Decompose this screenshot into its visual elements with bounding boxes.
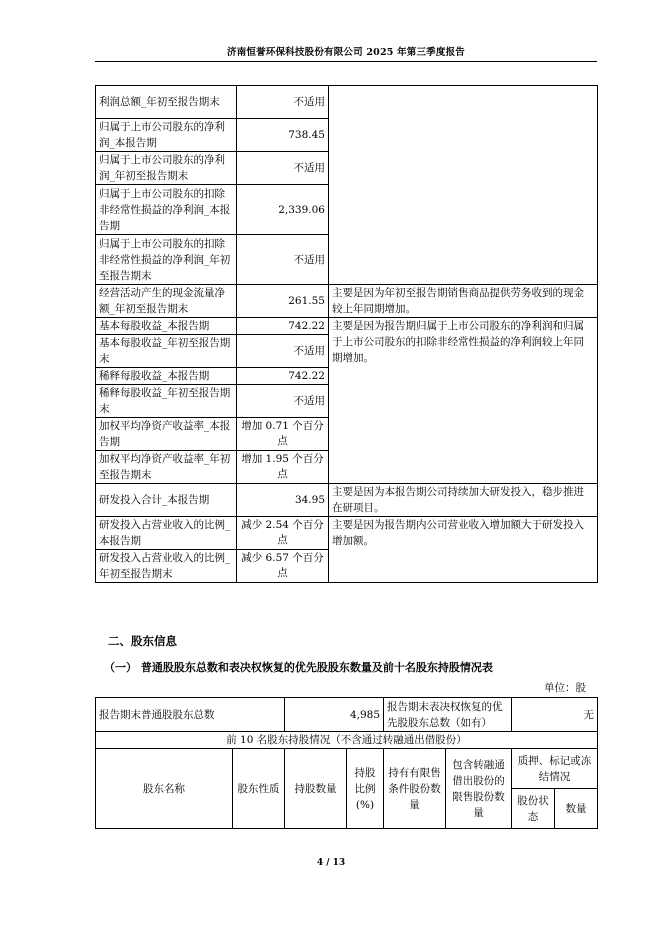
header-share-ratio: 持股比例(%) [347, 749, 384, 829]
table-row [96, 484, 598, 517]
pref-holders-value: 无 [512, 698, 598, 732]
note-cell: 主要是因为年初至报告期销售商品提供劳务收到的现金较上年同期增加。 [329, 285, 598, 318]
table-row [96, 86, 598, 119]
item-cell: 研发投入合计_本报告期 [96, 484, 237, 517]
header-restricted-shares: 持有有限售条件股份数量 [384, 749, 446, 829]
item-cell: 归属于上市公司股东的净利润_年初至报告期末 [96, 152, 237, 185]
item-cell: 经营活动产生的现金流量净额_年初至报告期末 [96, 285, 237, 318]
note-cell: 主要是因为报告期归属于上市公司股东的净利润和归属于上市公司股东的扣除非经常性损益的净利润较上年同期增加。 [329, 318, 598, 484]
item-cell: 基本每股收益_年初至报告期末 [96, 335, 237, 368]
value-cell: 34.95 [237, 484, 329, 517]
table-row [96, 318, 598, 335]
item-cell: 稀释每股收益_年初至报告期末 [96, 385, 237, 418]
header-pledge-amount: 数量 [555, 789, 598, 829]
item-cell: 归属于上市公司股东的扣除非经常性损益的净利润_年初至报告期末 [96, 235, 237, 285]
value-cell: 不适用 [237, 152, 329, 185]
table-header-row [96, 749, 598, 789]
value-cell: 2,339.06 [237, 185, 329, 235]
value-cell: 742.22 [237, 368, 329, 385]
header-shareholder-nature: 股东性质 [233, 749, 285, 829]
item-cell: 归属于上市公司股东的净利润_本报告期 [96, 119, 237, 152]
value-cell: 261.55 [237, 285, 329, 318]
total-holders-label: 报告期末普通股股东总数 [96, 698, 285, 732]
item-cell: 归属于上市公司股东的扣除非经常性损益的净利润_本报告期 [96, 185, 237, 235]
header-share-status: 股份状态 [512, 789, 555, 829]
section-title: 二、股东信息 [108, 634, 177, 648]
item-cell: 加权平均净资产收益率_本报告期 [96, 418, 237, 451]
header-shareholder-name: 股东名称 [96, 749, 233, 829]
value-cell: 增加 0.71 个百分点 [237, 418, 329, 451]
header-rule [95, 61, 597, 62]
page-number: 4 / 13 [316, 858, 346, 868]
item-cell: 研发投入占营业收入的比例_年初至报告期末 [96, 550, 237, 583]
header-pledge-status: 质押、标记或冻结情况 [512, 749, 598, 789]
table-row [96, 698, 598, 732]
header-lent-restricted-shares: 包含转融通借出股份的限售股份数量 [446, 749, 512, 829]
note-cell: 主要是因为报告期内公司营业收入增加额大于研发投入增加额。 [329, 517, 598, 583]
subsection-title: （一） 普通股股东总数和表决权恢复的优先股股东数量及前十名股东持股情况表 [104, 661, 493, 674]
table-row [96, 285, 598, 318]
value-cell: 738.45 [237, 119, 329, 152]
top10-title: 前 10 名股东持股情况（不含通过转融通出借股份） [96, 732, 598, 749]
note-cell: 主要是因为本报告期公司持续加大研发投入，稳步推进在研项目。 [329, 484, 598, 517]
item-cell: 加权平均净资产收益率_年初至报告期末 [96, 451, 237, 484]
pref-holders-label: 报告期末表决权恢复的优先股股东总数（如有） [384, 698, 512, 732]
item-cell: 研发投入占营业收入的比例_本报告期 [96, 517, 237, 550]
table-row [96, 517, 598, 550]
empty-note-cell [329, 86, 598, 285]
report-header-title: 济南恒誉环保科技股份有限公司 2025 年第三季度报告 [227, 47, 465, 58]
value-cell: 减少 6.57 个百分点 [237, 550, 329, 583]
value-cell: 增加 1.95 个百分点 [237, 451, 329, 484]
shareholder-table [95, 697, 598, 829]
table-row [96, 732, 598, 749]
value-cell: 不适用 [237, 335, 329, 368]
value-cell: 不适用 [237, 86, 329, 119]
item-cell: 基本每股收益_本报告期 [96, 318, 237, 335]
value-cell: 742.22 [237, 318, 329, 335]
header-share-quantity: 持股数量 [285, 749, 347, 829]
financial-indicators-table [95, 85, 598, 583]
value-cell: 不适用 [237, 385, 329, 418]
item-cell: 利润总额_年初至报告期末 [96, 86, 237, 119]
unit-label: 单位：股 [544, 682, 586, 694]
value-cell: 不适用 [237, 235, 329, 285]
value-cell: 减少 2.54 个百分点 [237, 517, 329, 550]
item-cell: 稀释每股收益_本报告期 [96, 368, 237, 385]
total-holders-value: 4,985 [285, 698, 384, 732]
